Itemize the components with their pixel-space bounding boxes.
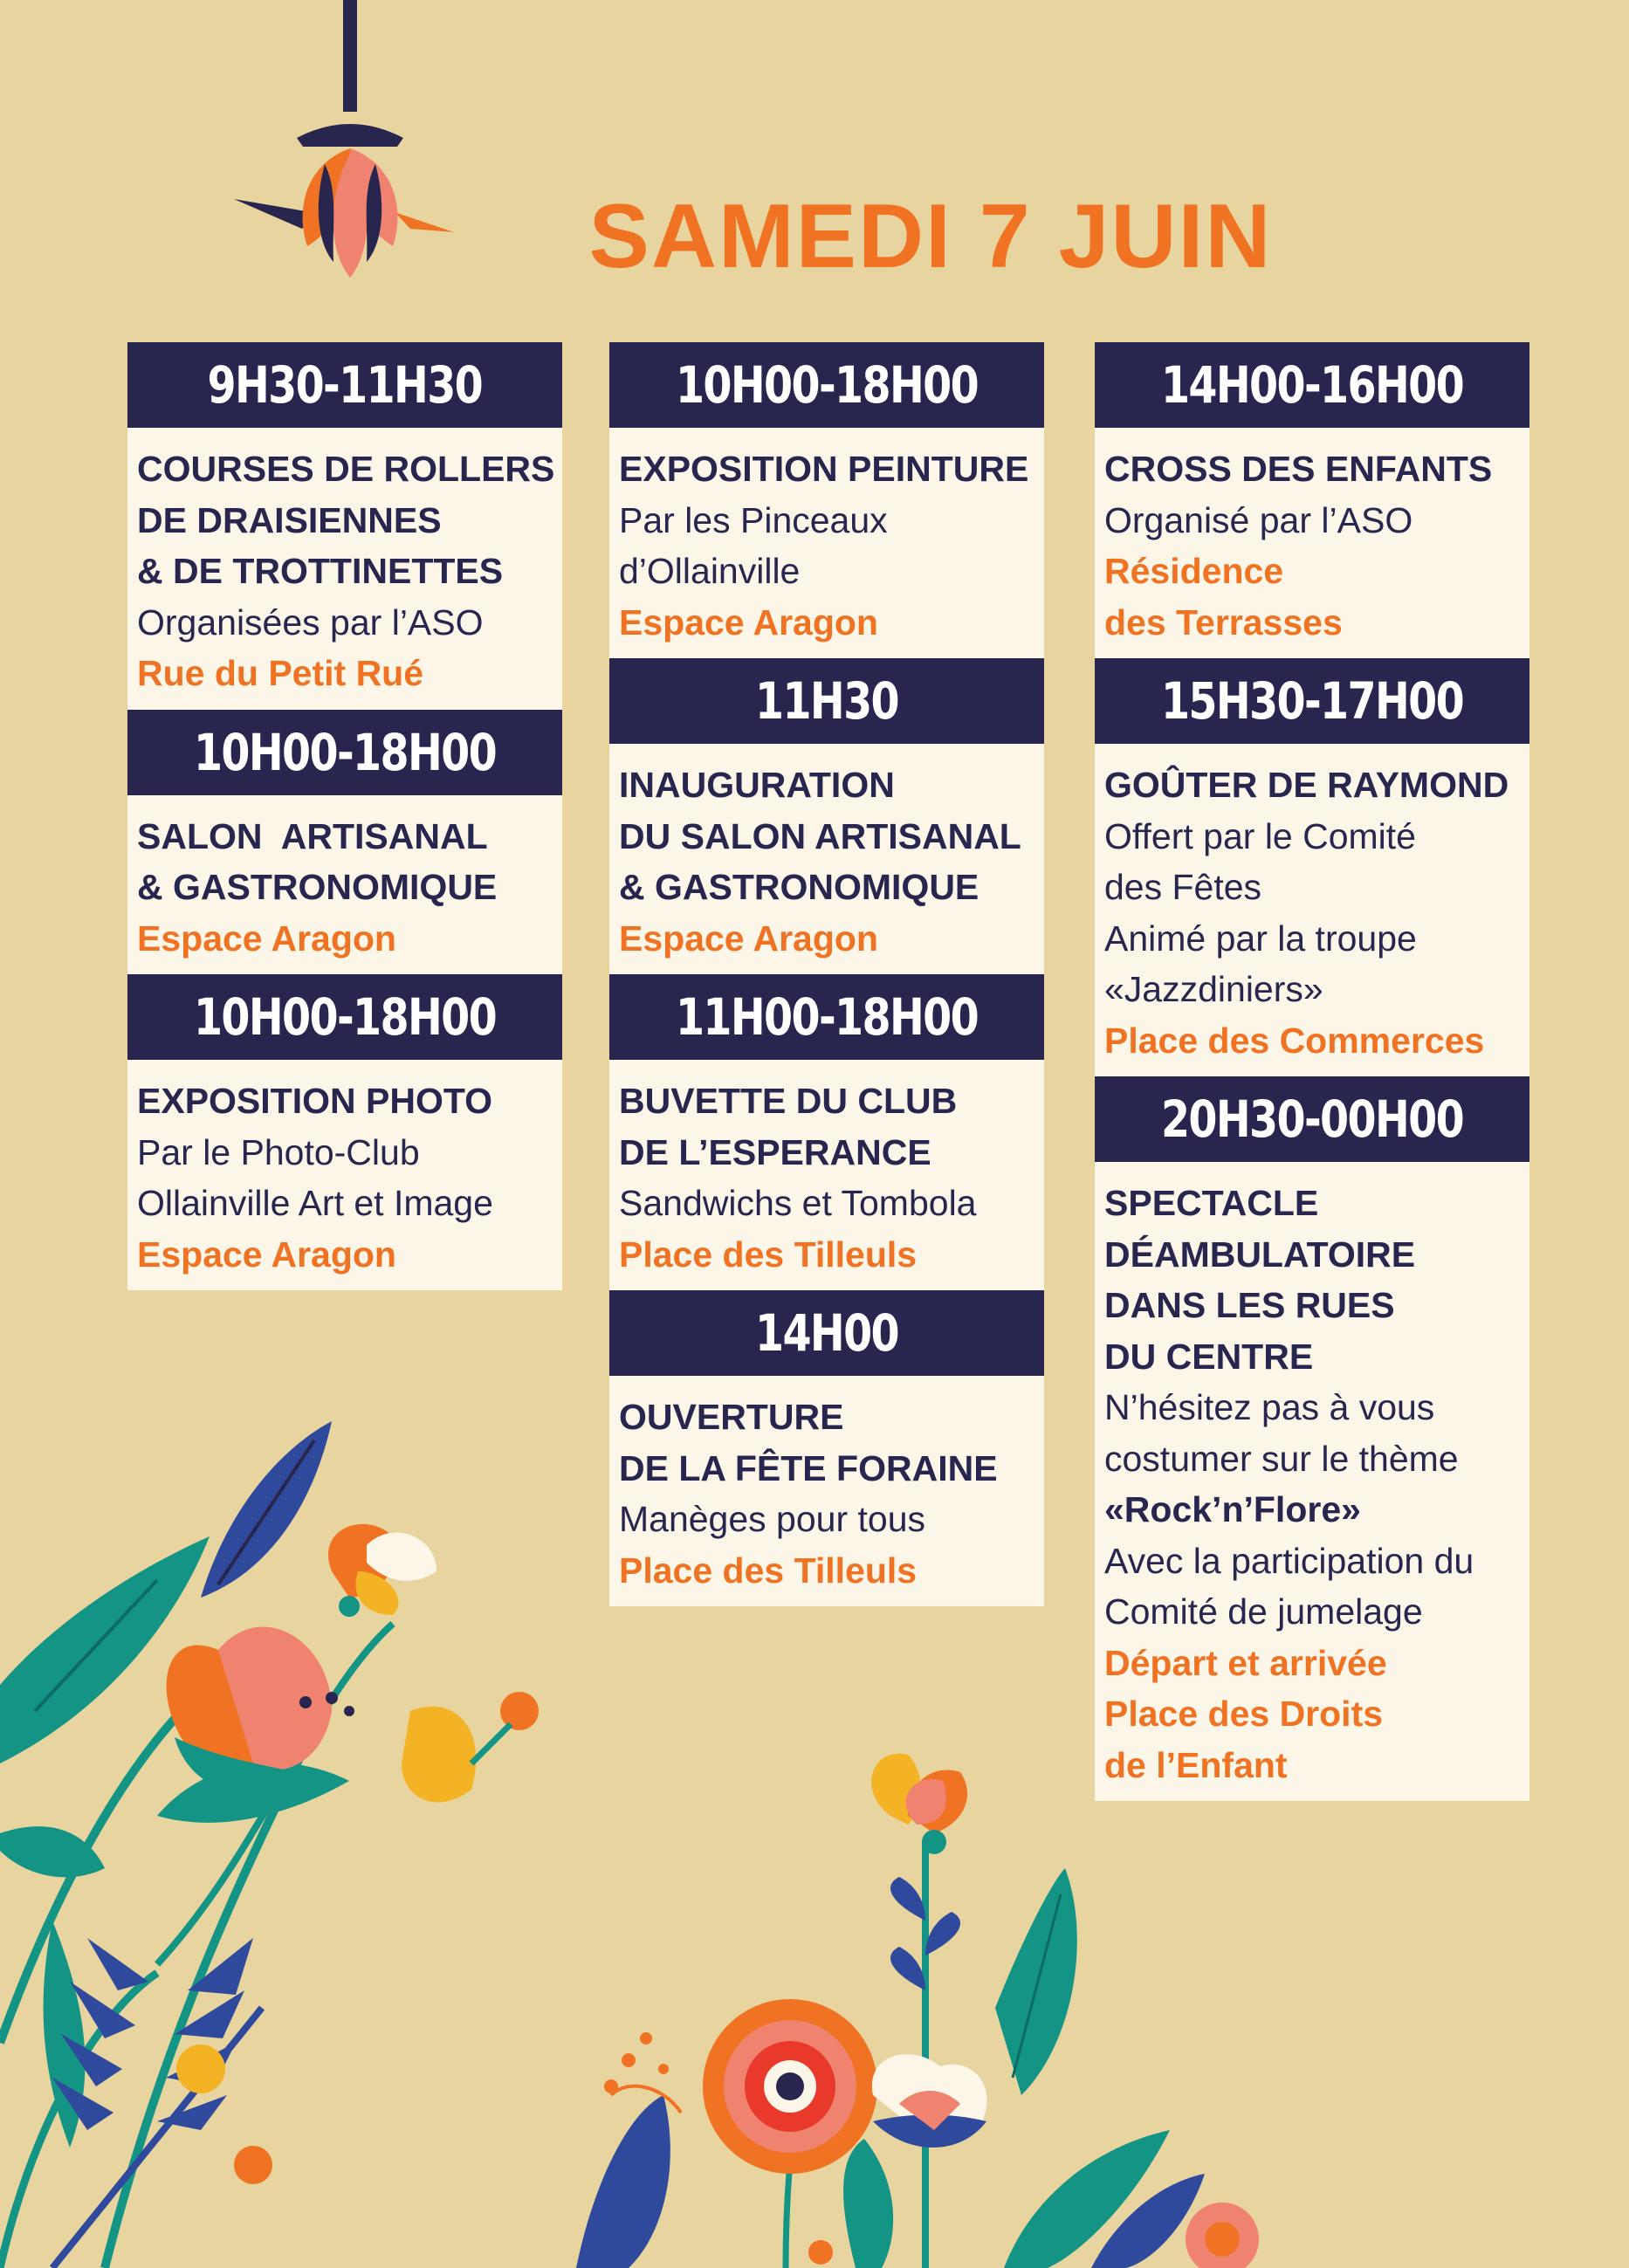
event-title-line: DANS LES RUES [1104, 1285, 1395, 1325]
event-details [1095, 1162, 1529, 1801]
event-description: Manèges pour tous [619, 1499, 926, 1539]
event-title-line: EXPOSITION PEINTURE [619, 449, 1029, 489]
event-description: Ollainville Art et Image [137, 1183, 493, 1223]
event-description: «Jazzdiniers» [1104, 969, 1323, 1009]
event-description: Par le Photo-Club [137, 1131, 420, 1172]
event-block [127, 974, 562, 1290]
event-block [609, 1290, 1044, 1606]
event-title-line: INAUGURATION [619, 765, 895, 805]
event-block [127, 342, 562, 710]
event-title-line: & GASTRONOMIQUE [137, 867, 498, 907]
event-title-line: CROSS DES ENFANTS [1104, 449, 1493, 489]
event-block [1095, 1076, 1529, 1801]
event-description: costumer sur le thème [1104, 1438, 1459, 1479]
event-theme: «Rock’n’Flore» [1104, 1489, 1361, 1529]
event-title-line: DU CENTRE [1104, 1336, 1314, 1377]
floral-bouquet-bottom-icon [576, 1754, 1259, 2268]
event-block [609, 658, 1044, 974]
event-location: Place des Commerces [1104, 1020, 1485, 1061]
event-description: Offert par le Comité [1104, 815, 1416, 856]
event-time-header: 9H30-11H30 [127, 342, 562, 428]
event-location: Place des Tilleuls [619, 1234, 918, 1275]
event-details [127, 428, 562, 710]
event-description: Animé par la troupe [1104, 918, 1417, 959]
schedule-column-1 [127, 342, 562, 1290]
event-title-line: EXPOSITION PHOTO [137, 1081, 493, 1121]
event-block [609, 342, 1044, 658]
event-time-header: 11H30 [609, 658, 1044, 744]
page-title: SAMEDI 7 JUIN [588, 186, 1273, 287]
event-description: d’Ollainville [619, 551, 801, 591]
event-block [1095, 658, 1529, 1076]
schedule-column-2 [609, 342, 1044, 1606]
event-time-header: 10H00-18H00 [127, 710, 562, 795]
event-time-header: 10H00-18H00 [127, 974, 562, 1060]
event-title-line: DE L’ESPERANCE [619, 1131, 931, 1172]
event-title-line: DE DRAISIENNES [137, 499, 442, 540]
event-details [1095, 428, 1529, 658]
event-description: Organisées par l’ASO [137, 601, 484, 643]
event-description: Organisé par l’ASO [1104, 499, 1413, 540]
event-title-line: SALON ARTISANAL [137, 815, 488, 856]
event-details [609, 1376, 1044, 1606]
event-details [609, 428, 1044, 658]
event-title-line: GOÛTER DE RAYMOND [1104, 765, 1509, 805]
event-location: de l’Enfant [1104, 1744, 1288, 1785]
event-description: des Fêtes [1104, 867, 1262, 907]
event-location: Espace Aragon [619, 601, 878, 643]
event-location: Espace Aragon [619, 918, 878, 959]
event-time-header: 14H00 [609, 1290, 1044, 1376]
event-block [1095, 342, 1529, 658]
event-title-line: DE LA FÊTE FORAINE [619, 1447, 998, 1488]
event-title-line: DÉAMBULATOIRE [1104, 1234, 1416, 1275]
event-description: Avec la participation du [1104, 1540, 1474, 1581]
event-details [127, 1060, 562, 1290]
floral-bouquet-left-icon [0, 1421, 539, 2268]
event-title-line: & DE TROTTINETTES [137, 551, 504, 591]
event-location: des Terrasses [1104, 601, 1343, 643]
event-block [609, 974, 1044, 1290]
event-title-line: OUVERTURE [619, 1397, 844, 1437]
schedule-column-3 [1095, 342, 1529, 1801]
event-description: N’hésitez pas à vous [1104, 1387, 1435, 1427]
event-time-header: 20H30-00H00 [1095, 1076, 1529, 1162]
event-block [127, 710, 562, 975]
event-details [609, 744, 1044, 974]
event-title-line: DU SALON ARTISANAL [619, 815, 1021, 856]
event-details [1095, 744, 1529, 1076]
event-location: Place des Droits [1104, 1694, 1384, 1734]
event-details [127, 795, 562, 975]
event-time-header: 14H00-16H00 [1095, 342, 1529, 428]
event-location: Espace Aragon [137, 1234, 396, 1275]
event-location: Place des Tilleuls [619, 1550, 918, 1591]
event-description: Par les Pinceaux [619, 499, 888, 540]
event-time-header: 11H00-18H00 [609, 974, 1044, 1060]
event-title-line: & GASTRONOMIQUE [619, 867, 979, 907]
event-description: Sandwichs et Tombola [619, 1183, 977, 1223]
event-location: Résidence [1104, 551, 1284, 591]
event-description: Comité de jumelage [1104, 1591, 1423, 1632]
event-details [609, 1060, 1044, 1290]
event-location: Espace Aragon [137, 918, 396, 959]
event-title-line: BUVETTE DU CLUB [619, 1081, 958, 1121]
event-location: Rue du Petit Rué [137, 653, 424, 693]
event-title-line: SPECTACLE [1104, 1183, 1319, 1223]
event-title-line: COURSES DE ROLLERS [137, 449, 555, 489]
event-time-header: 15H30-17H00 [1095, 658, 1529, 744]
event-time-header: 10H00-18H00 [609, 342, 1044, 428]
event-location: Départ et arrivée [1104, 1642, 1387, 1683]
